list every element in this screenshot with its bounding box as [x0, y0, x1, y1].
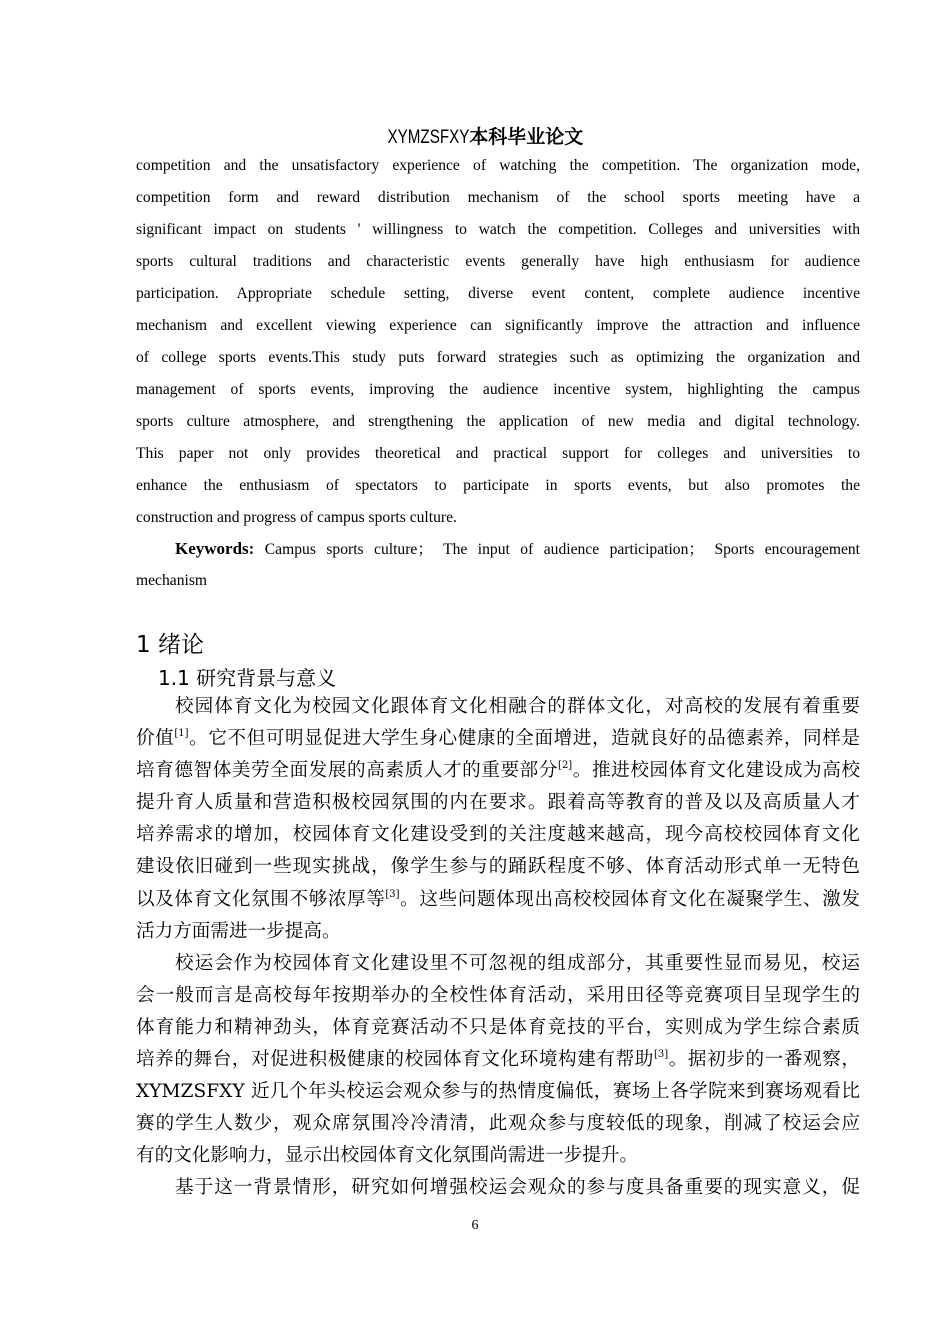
paragraph-line	[136, 755, 860, 787]
paragraph-line	[136, 1044, 860, 1076]
text-run: 有的文化影响力，显示出校园体育文化氛围尚需进一步提升。	[136, 1145, 639, 1167]
paragraph	[136, 948, 860, 1173]
page-header	[0, 124, 950, 151]
abstract-line: participation. Appropriate schedule setting, diverse event content, complete audience incentive	[136, 285, 860, 302]
abstract-line: competition and the unsatisfactory experience of watching the competition. The organization mode,	[136, 157, 860, 174]
abstract-line: This paper not only provides theoretical and practical support for colleges and universities to	[136, 445, 860, 462]
abstract-line: sports culture atmosphere, and strengthening the application of new media and digital technology.	[136, 413, 860, 430]
text-run: 建设依旧碰到一些现实挑战，像学生参与的踊跃程度不够、体育活动形式单一无特色	[136, 856, 860, 878]
paragraph-line	[136, 787, 860, 819]
text-run: 培育德智体美劳全面发展的高素质人才的重要部分	[136, 760, 559, 782]
keywords-text-cont: mechanism	[136, 572, 208, 589]
abstract-line: competition form and reward distribution mechanism of the school sports meeting have a	[136, 189, 860, 206]
paragraph-line	[136, 1172, 860, 1204]
chapter-heading: 1 绪论	[136, 632, 204, 658]
paragraph-line	[136, 1140, 860, 1172]
text-run: 。据初步的一番观察，	[668, 1049, 860, 1071]
paragraph-line	[136, 1076, 860, 1108]
paragraph-line	[136, 1108, 860, 1140]
citation-ref[interactable]: [3]	[385, 888, 400, 900]
paragraph-line	[136, 884, 860, 916]
text-run: 赛的学生人数少，观众席氛围冷冷清清，此观众参与度较低的现象，削减了校运会应	[136, 1113, 860, 1135]
abstract-line: of college sports events.This study puts forward strategies such as optimizing the organization and	[136, 349, 860, 366]
paragraph-line	[136, 1012, 860, 1044]
text-run: 体育能力和精神劲头，体育竞赛活动不只是体育竞技的平台，实则成为学生综合素质	[136, 1016, 860, 1038]
paragraph	[136, 1172, 860, 1204]
paragraph-line	[136, 851, 860, 883]
english-abstract	[136, 150, 860, 534]
text-run: 。这些问题体现出高校校园体育文化在凝聚学生、激发	[399, 888, 860, 910]
text-run: 活力方面需进一步提高。	[136, 920, 341, 942]
chinese-body	[136, 691, 860, 1205]
paragraph-line	[136, 980, 860, 1012]
header-title: 本科毕业论文	[469, 126, 584, 148]
citation-ref[interactable]: [3]	[653, 1049, 669, 1061]
abstract-line: construction and progress of campus sports culture.	[136, 509, 457, 526]
text-run: 价值	[136, 728, 175, 750]
section-heading: 1.1 研究背景与意义	[158, 666, 337, 690]
header-school: XYMZSFXY	[387, 127, 470, 148]
text-run: 校园体育文化为校园文化跟体育文化相融合的群体文化，对高校的发展有着重要	[175, 696, 860, 717]
paragraph-line	[136, 916, 860, 948]
keywords	[136, 533, 860, 596]
paragraph	[136, 691, 860, 948]
text-run: 以及体育文化氛围不够浓厚等	[136, 888, 386, 910]
keywords-text: Campus sports culture； The input of audience participation； Sports encouragement	[264, 541, 860, 558]
citation-ref[interactable]: [2]	[558, 760, 573, 772]
text-run: 会一般而言是高校每年按期举办的全校性体育活动，采用田径等竞赛项目呈现学生的	[136, 984, 860, 1006]
paragraph-line	[136, 723, 860, 755]
text-run: 基于这一背景情形，研究如何增强校运会观众的参与度具备重要的现实意义，促	[175, 1177, 860, 1199]
abstract-line: mechanism and excellent viewing experience can significantly improve the attraction and influence	[136, 317, 860, 334]
paragraph-line	[136, 948, 860, 980]
text-run: 。它不但可明显促进大学生身心健康的全面增进，造就良好的品德素养，同样是	[188, 728, 860, 750]
abstract-line: sports cultural traditions and characteristic events generally have high enthusiasm for audience	[136, 253, 860, 270]
citation-ref[interactable]: [1]	[174, 728, 189, 740]
abstract-line: significant impact on students ' willingness to watch the competition. Colleges and universities with	[136, 221, 860, 238]
text-run: XYMZSFXY 近几个年头校运会观众参与的热情度偏低，赛场上各学院来到赛场观看比	[136, 1081, 860, 1103]
text-run: 培养需求的增加，校园体育文化建设受到的关注度越来越高，现今高校校园体育文化	[136, 824, 860, 846]
paragraph-line	[136, 691, 860, 723]
keywords-label: Keywords:	[175, 539, 255, 558]
text-run: 培养的舞台，对促进积极健康的校园体育文化环境构建有帮助	[136, 1049, 654, 1071]
text-run: 。推进校园体育文化建设成为高校	[572, 760, 860, 782]
page-number: 6	[471, 1218, 479, 1233]
abstract-line: enhance the enthusiasm of spectators to participate in sports events, but also promotes the	[136, 477, 860, 494]
paragraph-line	[136, 819, 860, 851]
text-run: 校运会作为校园体育文化建设里不可忽视的组成部分，其重要性显而易见，校运	[175, 952, 860, 974]
text-run: 提升育人质量和营造积极校园氛围的内在要求。跟着高等教育的普及以及高质量人才	[136, 792, 860, 814]
abstract-line: management of sports events, improving the audience incentive system, highlighting the campus	[136, 381, 860, 398]
